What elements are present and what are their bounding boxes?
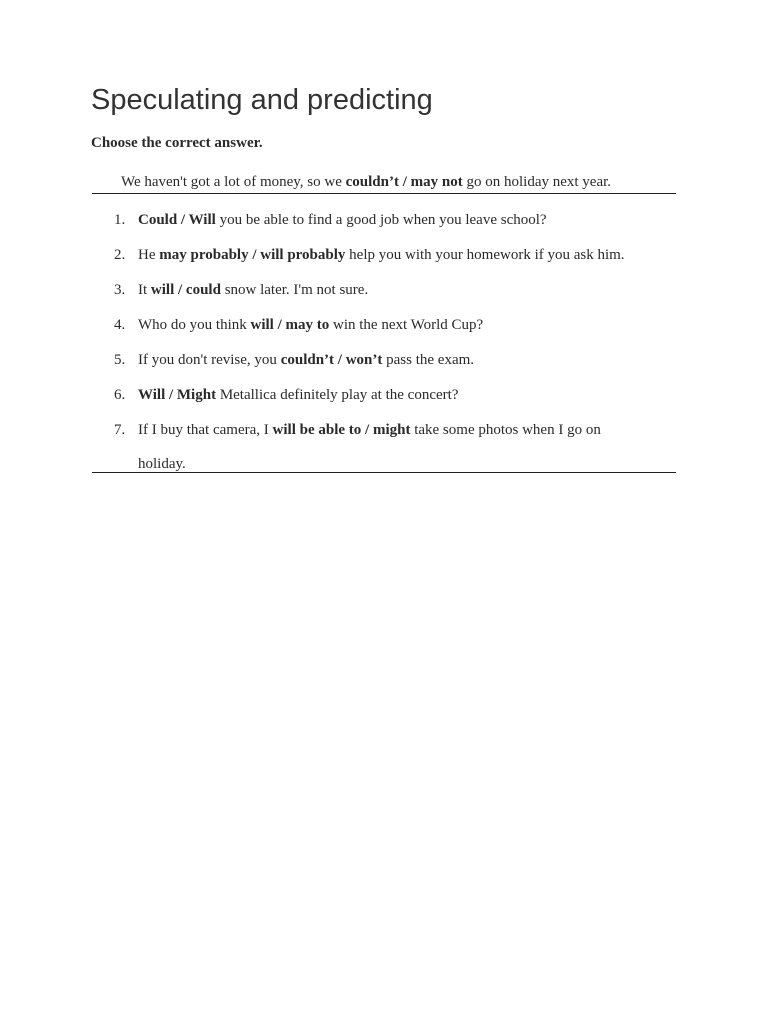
question-options[interactable]: Will / Might <box>138 387 217 403</box>
question-options[interactable]: will / could <box>150 282 221 298</box>
question-number: 4. <box>114 317 126 333</box>
question-after: help you with your homework if you ask him. <box>345 247 625 263</box>
example-sentence <box>121 174 611 191</box>
question-before: If I buy that camera, I <box>138 422 273 438</box>
question-after: win the next World Cup? <box>329 317 484 333</box>
question-before: It <box>138 282 151 298</box>
question-number: 5. <box>114 352 126 368</box>
example-before: We haven't got a lot of money, so we <box>121 174 346 190</box>
question-before: If you don't revise, you <box>138 352 281 368</box>
divider-bottom <box>92 472 676 473</box>
question-options[interactable]: Could / Will <box>138 212 216 228</box>
question-after: Metallica definitely play at the concert? <box>216 387 459 403</box>
question-after: pass the exam. <box>382 352 475 368</box>
question-number: 3. <box>114 282 126 298</box>
question-before: Who do you think <box>138 317 251 333</box>
question-after: you be able to find a good job when you leave school? <box>215 212 547 228</box>
question-number: 2. <box>114 247 126 263</box>
question-number: 1. <box>114 212 126 228</box>
example-options[interactable]: couldn’t / may not <box>345 174 463 190</box>
question-after: take some photos when I go on <box>410 422 601 438</box>
question-options[interactable]: couldn’t / won’t <box>280 352 383 368</box>
question-number: 6. <box>114 387 126 403</box>
question-options[interactable]: may probably / will probably <box>159 247 346 263</box>
question-after: snow later. I'm not sure. <box>220 282 369 298</box>
example-after: go on holiday next year. <box>462 174 612 190</box>
question-number: 7. <box>114 422 126 438</box>
divider-top <box>92 193 676 194</box>
question-7-continuation: holiday. <box>138 456 186 472</box>
instruction-text: Choose the correct answer. <box>91 135 263 151</box>
question-options[interactable]: will / may to <box>250 317 330 333</box>
question-before: He <box>138 247 160 263</box>
question-options[interactable]: will be able to / might <box>272 422 411 438</box>
page-title: Speculating and predicting <box>91 84 433 116</box>
